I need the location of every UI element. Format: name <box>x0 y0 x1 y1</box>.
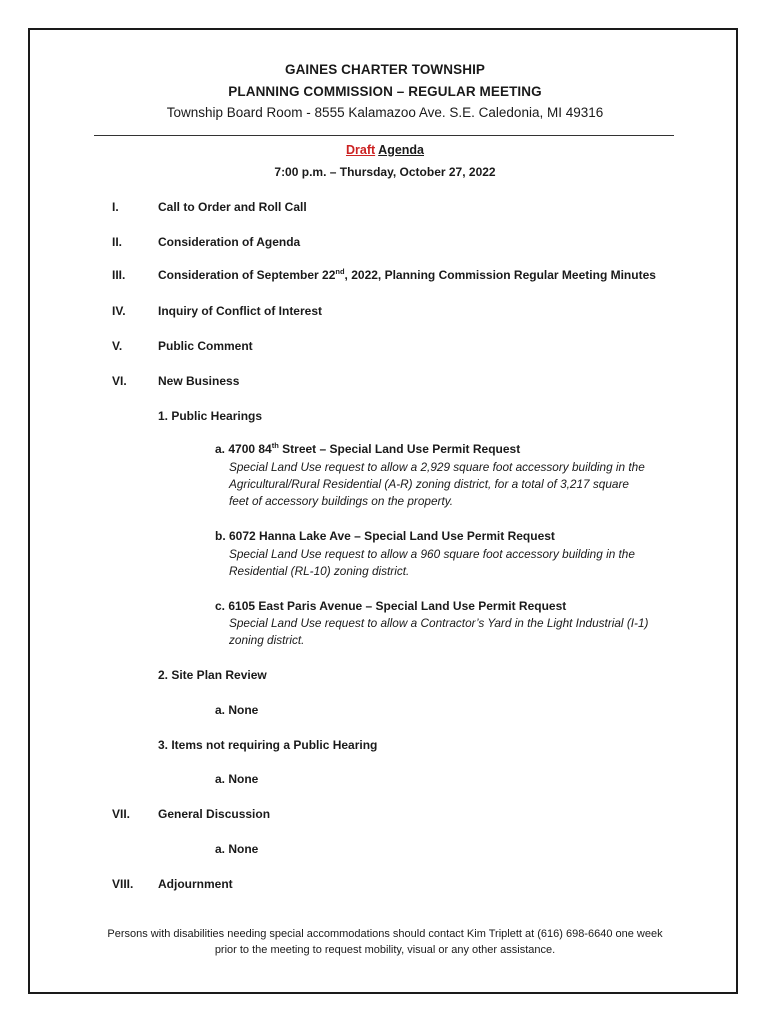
header-divider <box>94 135 674 136</box>
hearing-c-title: c. 6105 East Paris Avenue – Special Land Use Permit Request <box>215 599 567 613</box>
hearing-a-title-start: a. 4700 84 <box>215 442 272 456</box>
agenda-item: Adjournment <box>158 877 233 891</box>
agenda-status <box>0 143 770 157</box>
public-hearings-heading: 1. Public Hearings <box>158 409 263 423</box>
agenda-item: General Discussion <box>158 807 271 821</box>
item-number: III. <box>112 268 126 282</box>
agenda-item-minutes <box>158 268 656 282</box>
hearing-b-desc: Special Land Use request to allow a 960 square foot accessory building in the <box>229 547 635 561</box>
site-plan-none: a. None <box>215 703 259 717</box>
township-title <box>0 62 770 77</box>
accessibility-notice <box>0 928 770 940</box>
hearing-b-desc: Residential (RL-10) zoning district. <box>229 564 410 578</box>
meeting-datetime-text: 7:00 p.m. – Thursday, October 27, 2022 <box>274 165 496 179</box>
hearing-c-desc: zoning district. <box>229 633 305 647</box>
agenda-item: Call to Order and Roll Call <box>158 200 307 214</box>
agenda-label: Agenda <box>378 143 425 157</box>
item-number: IV. <box>112 304 126 318</box>
agenda-item: Inquiry of Conflict of Interest <box>158 304 322 318</box>
accessibility-notice-cont <box>0 944 770 956</box>
meeting-address-text: Township Board Room - 8555 Kalamazoo Ave. S.E. Caledonia, MI 49316 <box>166 105 604 120</box>
item-number: V. <box>112 339 123 353</box>
general-discussion-none: a. None <box>215 842 259 856</box>
draft-label: Draft <box>345 143 376 157</box>
meeting-title-text: PLANNING COMMISSION – REGULAR MEETING <box>228 84 542 99</box>
hearing-a-desc: Agricultural/Rural Residential (A-R) zoning district, for a total of 3,217 square <box>229 477 629 491</box>
site-plan-heading: 2. Site Plan Review <box>158 668 267 682</box>
item-number: II. <box>112 235 123 249</box>
hearing-a-desc: feet of accessory buildings on the property. <box>229 494 454 508</box>
township-title-text: GAINES CHARTER TOWNSHIP <box>284 62 486 77</box>
minutes-text-end: , 2022, Planning Commission Regular Meeting Minutes <box>344 268 656 282</box>
agenda-item: New Business <box>158 374 240 388</box>
hearing-a-ordinal: th <box>271 441 279 450</box>
no-hearing-none: a. None <box>215 772 259 786</box>
item-number: VIII. <box>112 877 134 891</box>
accessibility-notice-line1: Persons with disabilities needing special accommodations should contact Kim Triplett at (616) 698-6640 one week <box>107 928 663 940</box>
hearing-c-desc: Special Land Use request to allow a Contractor’s Yard in the Light Industrial (I-1) <box>229 616 649 630</box>
no-hearing-heading: 3. Items not requiring a Public Hearing <box>158 738 378 752</box>
hearing-b-title: b. 6072 Hanna Lake Ave – Special Land Use Permit Request <box>215 529 555 543</box>
item-number: VII. <box>112 807 131 821</box>
item-number: VI. <box>112 374 127 388</box>
item-number: I. <box>112 200 119 214</box>
meeting-datetime <box>0 165 770 179</box>
agenda-item: Public Comment <box>158 339 253 353</box>
meeting-address <box>0 105 770 120</box>
minutes-ordinal: nd <box>335 267 345 276</box>
agenda-item: Consideration of Agenda <box>158 235 301 249</box>
hearing-a-title <box>215 442 520 456</box>
minutes-text-start: Consideration of September 22 <box>158 268 336 282</box>
hearing-a-desc: Special Land Use request to allow a 2,929 square foot accessory building in the <box>229 460 645 474</box>
hearing-a-title-end: Street – Special Land Use Permit Request <box>278 442 521 456</box>
meeting-title <box>0 84 770 99</box>
accessibility-notice-line2: prior to the meeting to request mobility, visual or any other assistance. <box>214 944 556 956</box>
